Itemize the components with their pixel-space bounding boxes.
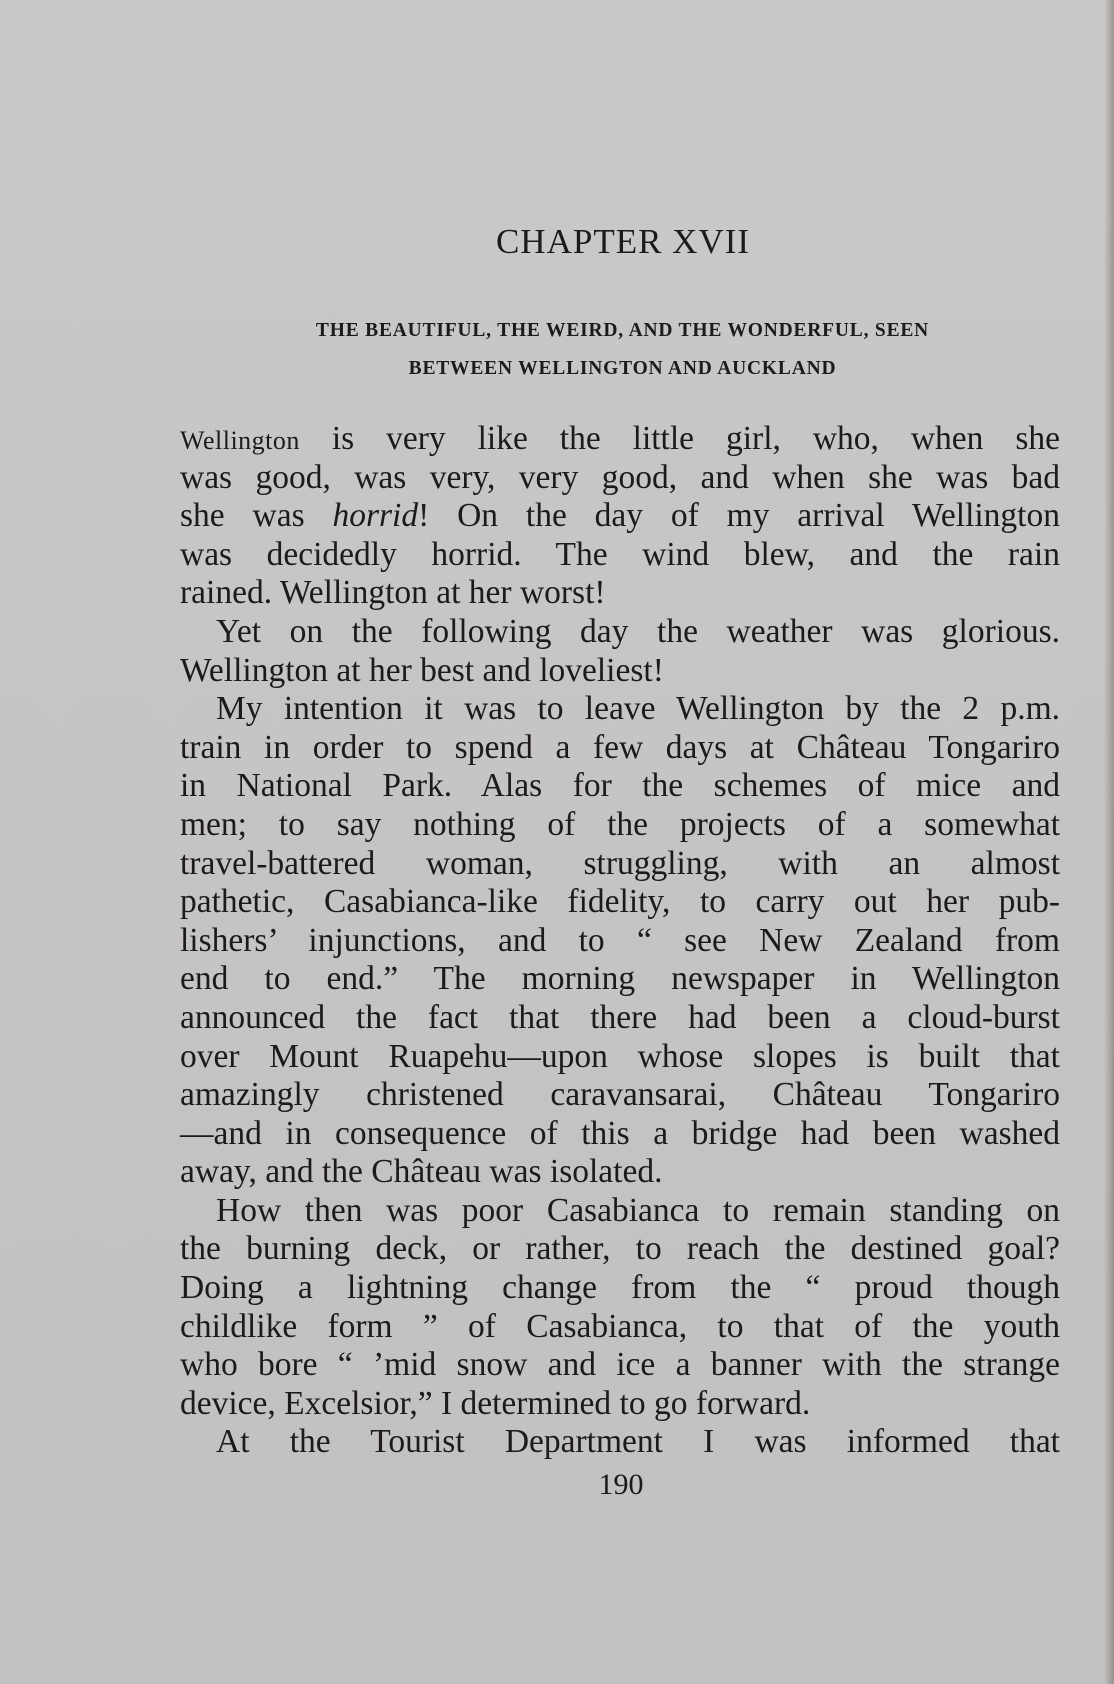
text-line: in National Park. Alas for the schemes of mice and <box>180 767 1060 805</box>
text-line: childlike form ” of Casabianca, to that of the youth <box>180 1307 1060 1345</box>
text-line: Doing a lightning change from the “ proud though <box>180 1269 1060 1307</box>
text-line: Wellington at her best and loveliest! <box>180 651 664 689</box>
text-line: lishers’ injunctions, and to “ see New Zealand from <box>180 921 1060 959</box>
paragraph-3 <box>180 690 1060 1192</box>
text-line: amazingly christened caravansarai, Château Tongariro <box>180 1076 1060 1114</box>
paragraph-4 <box>180 1192 1060 1424</box>
text-line: men; to say nothing of the projects of a somewhat <box>180 805 1060 843</box>
text-line: away, and the Château was isolated. <box>180 1153 663 1191</box>
text-line: announced the fact that there had been a cloud-burst <box>180 998 1060 1036</box>
text-line: end to end.” The morning newspaper in Wellington <box>180 960 1060 998</box>
paragraph-2 <box>180 613 1060 690</box>
text-line: device, Excelsior,” I determined to go forward. <box>180 1384 811 1422</box>
text-line: My intention it was to leave Wellington by the 2 p.m. <box>216 690 1060 728</box>
text-line: train in order to spend a few days at Château Tongariro <box>180 728 1060 766</box>
text-line <box>180 497 1060 536</box>
text-line: was good, was very, very good, and when she was bad <box>180 458 1060 496</box>
text-line: rained. Wellington at her worst! <box>180 574 606 612</box>
text-line: Yet on the following day the weather was glorious. <box>216 612 1060 650</box>
body-text <box>180 420 1060 1462</box>
chapter-subtitle-line: BETWEEN WELLINGTON AND AUCKLAND <box>408 358 837 379</box>
chapter-subtitle <box>195 312 1050 388</box>
text-line: travel-battered woman, struggling, with an almost <box>180 844 1060 882</box>
chapter-subtitle-line: THE BEAUTIFUL, THE WEIRD, AND THE WONDERFUL, SEEN <box>315 320 930 341</box>
italic-word: horrid <box>332 497 419 535</box>
paragraph-1 <box>180 420 1060 613</box>
text-line: At the Tourist Department I was informed that <box>216 1423 1060 1461</box>
text-line: pathetic, Casabianca-like fidelity, to carry out her pub- <box>180 883 1060 921</box>
text-segment: ! On the day of my arrival Wellington <box>418 497 1060 535</box>
text-line: How then was poor Casabianca to remain standing on <box>216 1191 1060 1229</box>
text-segment: she was <box>180 497 333 535</box>
text-line <box>180 420 1060 459</box>
paragraph-5 <box>180 1423 1060 1462</box>
chapter-title: CHAPTER XVII <box>495 222 751 261</box>
text-segment: is very like the little girl, who, when she <box>299 420 1060 457</box>
text-line: who bore “ ’mid snow and ice a banner with the strange <box>180 1346 1060 1384</box>
page-number: 190 <box>598 1468 644 1501</box>
text-line: was decidedly horrid. The wind blew, and the rain <box>180 535 1060 573</box>
text-line: over Mount Ruapehu—upon whose slopes is built that <box>180 1037 1060 1075</box>
text-line: the burning deck, or rather, to reach the destined goal? <box>180 1230 1060 1268</box>
small-caps-word: Wellington <box>180 426 300 455</box>
text-line: —and in consequence of this a bridge had been washed <box>180 1114 1060 1152</box>
